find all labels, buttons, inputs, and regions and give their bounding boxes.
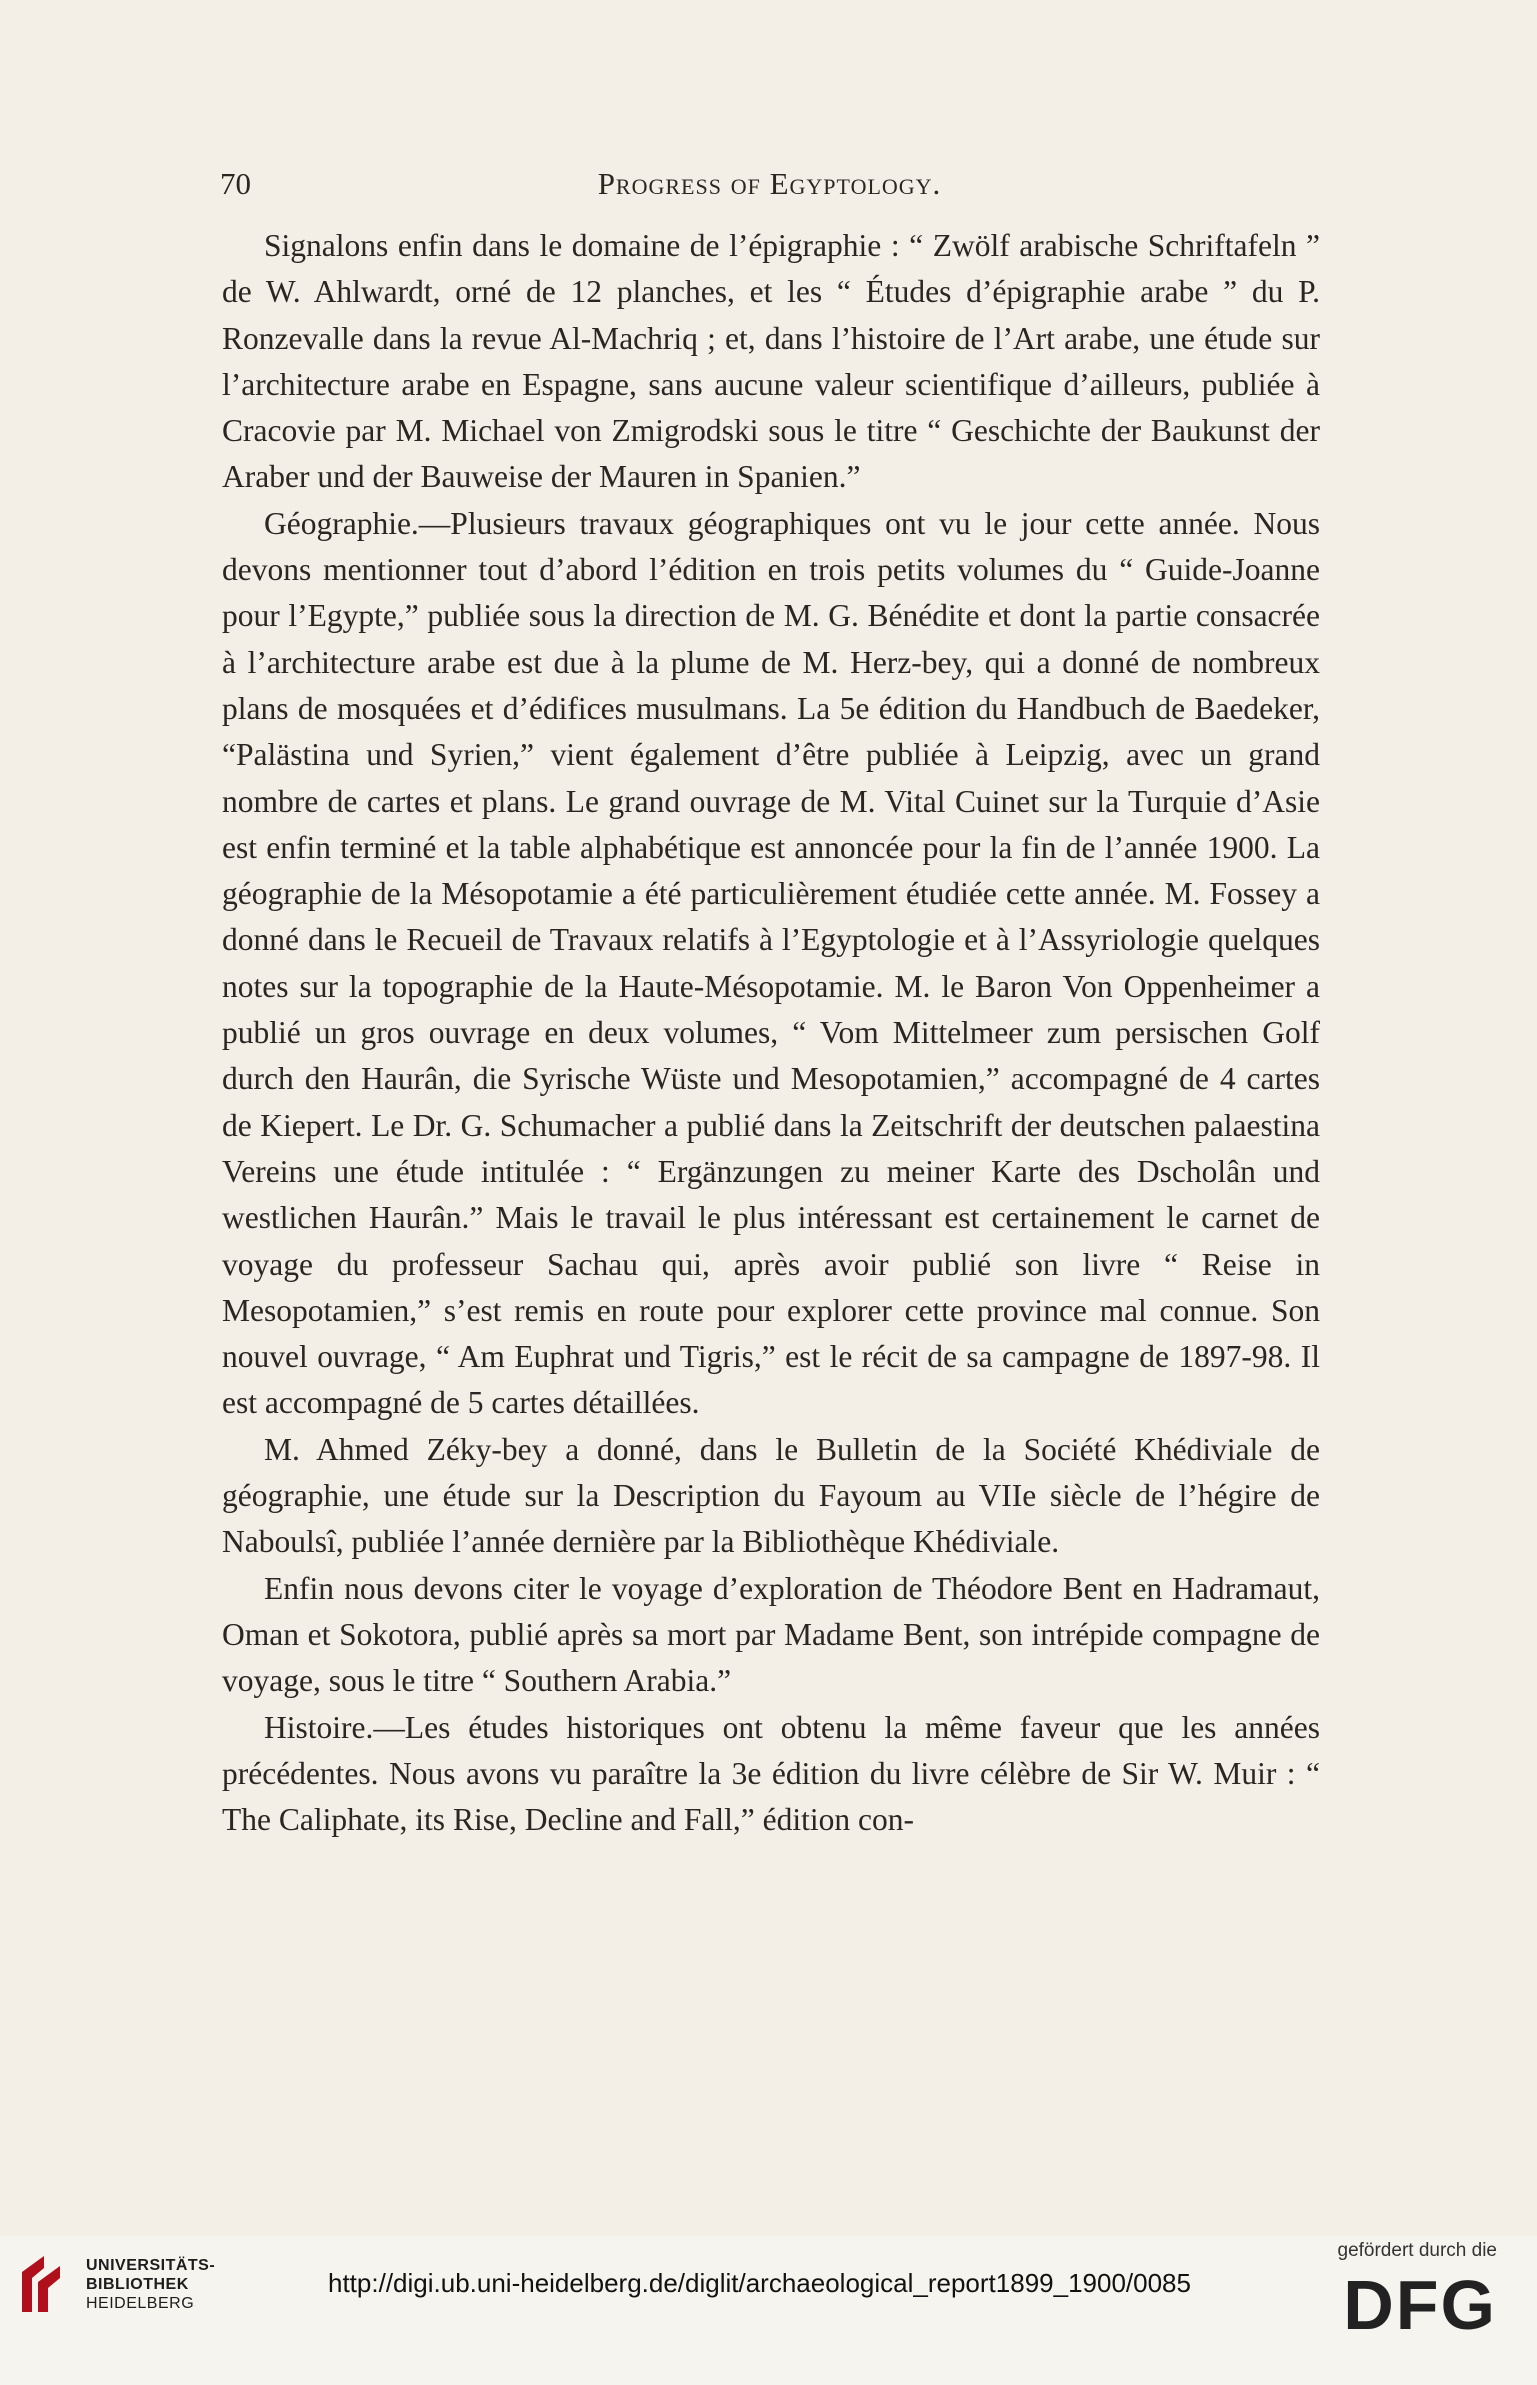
paragraph-epigraphy: Signalons enfin dans le domaine de l’épigraphie : “ Zwölf arabische Schriftafeln ” de W. Ahlwardt, orné de 12 planches, et les “ Études d’épigraphie arabe ” du P. Ronzevalle dans la revue Al-Machriq ; et, dans l’histoire de l’Art arabe, une étude sur l’architecture arabe en Espagne, sans aucune valeur scientifique d’ailleurs, publiée à Cracovie par M. Michael von Zmigrodski sous le titre “ Geschichte der Baukunst der Araber und der Bauweise der Mauren in Spanien.” bbox=[222, 228, 1320, 495]
paragraph-zeky-bey: M. Ahmed Zéky-bey a donné, dans le Bulletin de la Société Khédiviale de géographie, une étude sur la Description du Fayoum au VIIe siècle de l’hégire de Naboulsî, publiée l’année dernière par la Bibliothèque Khédiviale. bbox=[222, 1431, 1320, 1560]
page-header bbox=[220, 166, 1319, 210]
library-logo-icon bbox=[14, 2250, 74, 2320]
source-url[interactable]: http://digi.ub.uni-heidelberg.de/diglit/archaeological_report1899_1900/0085 bbox=[328, 2268, 1191, 2298]
paragraph-history: Histoire.—Les études historiques ont obtenu la même faveur que les années précédentes. Nous avons vu paraître la 3e édition du livre célèbre de Sir W. Muir : “ The Caliphate, its Rise, Decline and Fall,” édition con- bbox=[222, 1709, 1320, 1838]
footer-bar bbox=[0, 2236, 1537, 2385]
body-text bbox=[222, 223, 1320, 1843]
library-name: UNIVERSITÄTS- BIBLIOTHEK HEIDELBERG bbox=[86, 2257, 216, 2312]
funding-label: gefördert durch die bbox=[1337, 2240, 1497, 2261]
dfg-logo: DFG bbox=[1343, 2266, 1497, 2344]
paragraph-bent: Enfin nous devons citer le voyage d’exploration de Théodore Bent en Hadramaut, Oman et Sokotora, publié après sa mort par Madame Bent, son intrépide compagne de voyage, sous le titre “ Southern Arabia.” bbox=[222, 1570, 1320, 1699]
page-number: 70 bbox=[220, 166, 251, 201]
paragraph-geography: Géographie.—Plusieurs travaux géographiques ont vu le jour cette année. Nous devons mentionner tout d’abord l’édition en trois petits volumes du “ Guide-Joanne pour l’Egypte,” publiée sous la direction de M. G. Bénédite et dont la partie consacrée à l’architecture arabe est due à la plume de M. Herz-bey, qui a donné de nombreux plans de mosquées et d’édifices musulmans. La 5e édition du Handbuch de Baedeker, “Palästina und Syrien,” vient également d’être publiée à Leipzig, avec un grand nombre de cartes et plans. Le grand ouvrage de M. Vital Cuinet sur la Turquie d’Asie est enfin terminé et la table alphabétique est annoncée pour la fin de l’année 1900. La géographie de la Mésopotamie a été particulièrement étudiée cette année. M. Fossey a donné dans le Recueil de Travaux relatifs à l’Egyptologie et à l’Assyriologie quelques notes sur la topographie de la Haute-Mésopotamie. M. le Baron Von Oppenheimer a publié un gros ouvrage en deux volumes, “ Vom Mittelmeer zum persischen Golf durch den Haurân, die Syrische Wüste und Mesopotamien,” accompagné de 4 cartes de Kiepert. Le Dr. G. Schumacher a publié dans la Zeitschrift der deutschen palaestina Vereins une étude intitulée : “ Ergänzungen zu meiner Karte des Dscholân und westlichen Haurân.” Mais le travail le plus intéressant est certainement le carnet de voyage du professeur Sachau qui, après avoir publié son livre “ Reise in Mesopotamien,” s’est remis en route pour explorer cette province mal connue. Son nouvel ouvrage, “ Am Euphrat und Tigris,” est le récit de sa campagne de 1897-98. Il est accompagné de 5 cartes détaillées. bbox=[222, 505, 1320, 1421]
running-title: Progress of Egyptology. bbox=[597, 166, 942, 201]
